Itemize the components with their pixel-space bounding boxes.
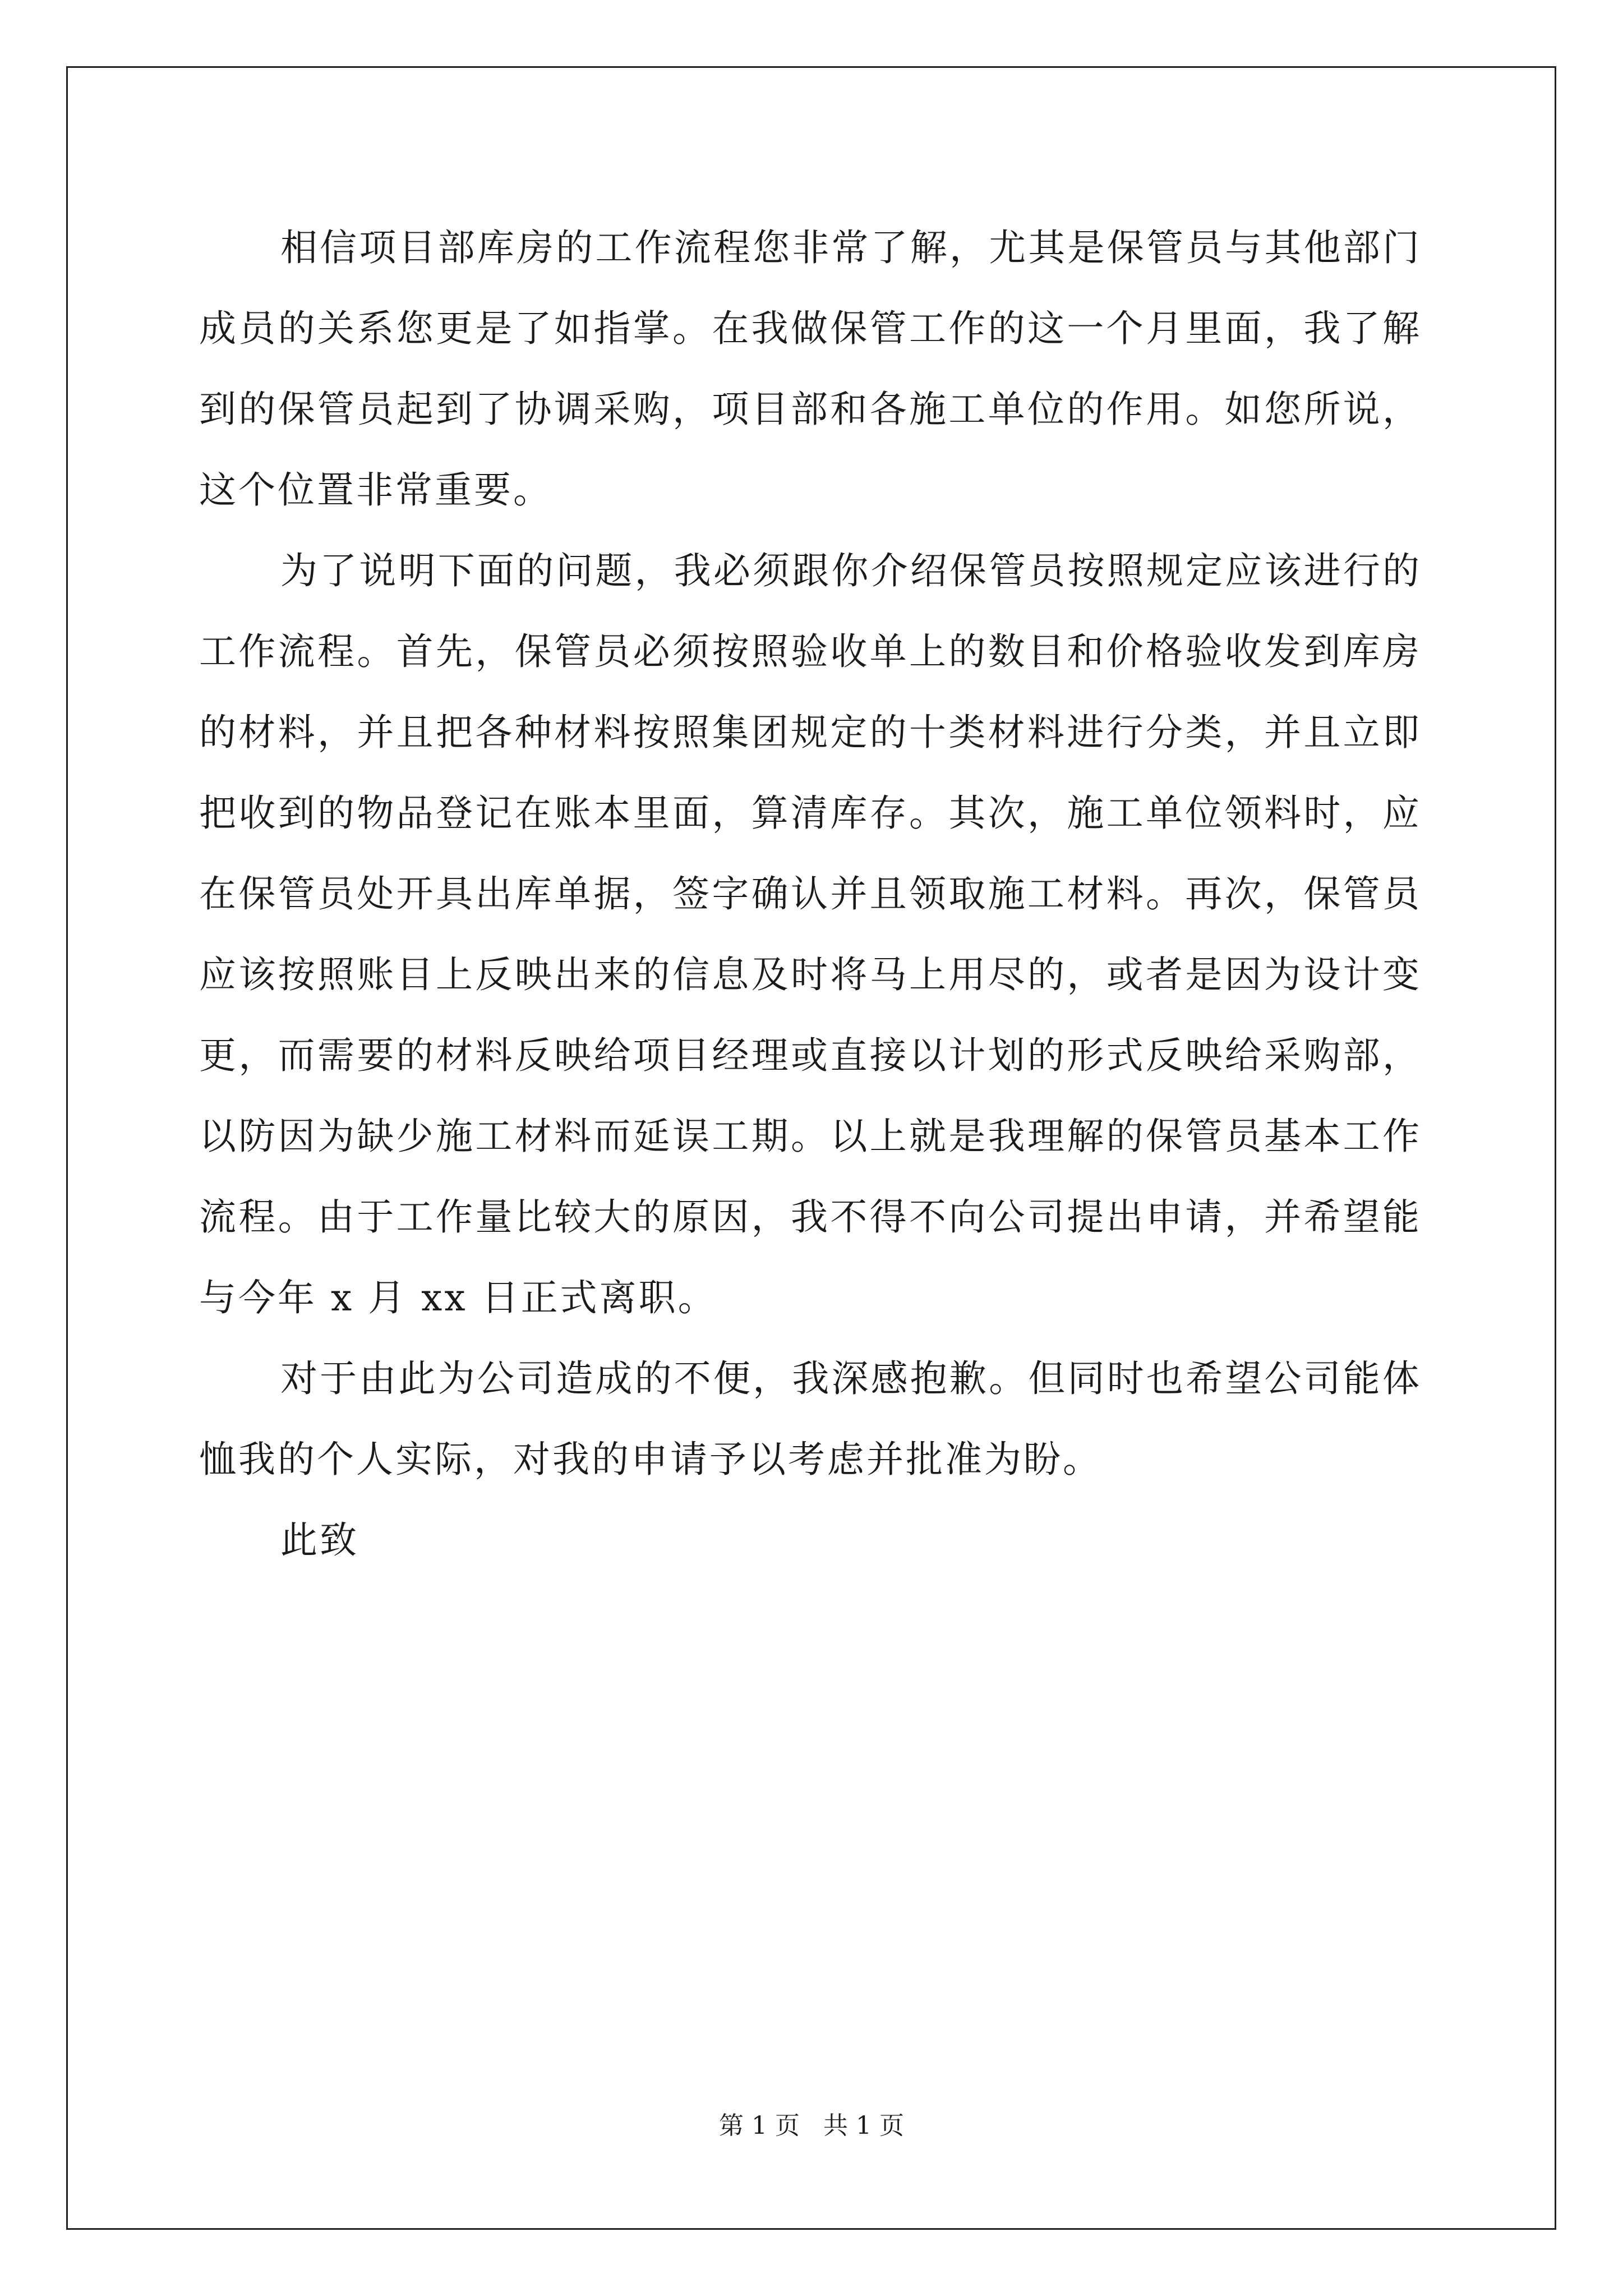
- paragraph-1: 相信项目部库房的工作流程您非常了解，尤其是保管员与其他部门成员的关系您更是了如指掌。在我做保管工作的这一个月里面，我了解到的保管员起到了协调采购，项目部和各施工单位的作用。如您所说，这个位置非常重要。: [199, 226, 1422, 512]
- page-number-footer: 第 1 页 共 1 页: [719, 2111, 904, 2140]
- paragraph-3: 对于由此为公司造成的不便，我深感抱歉。但同时也希望公司能体恤我的个人实际，对我的申请予以考虑并批准为盼。: [199, 1357, 1422, 1481]
- paragraph-2: 为了说明下面的问题，我必须跟你介绍保管员按照规定应该进行的工作流程。首先，保管员必须按照验收单上的数目和价格验收发到库房的材料，并且把各种材料按照集团规定的十类材料进行分类，并且立即把收到的物品登记在账本里面，算清库存。其次，施工单位领料时，应在保管员处开具出库单据，签字确认并且领取施工材料。再次，保管员应该按照账目上反映出来的信息及时将马上用尽的，或者是因为设计变更，而需要的材料反映给项目经理或直接以计划的形式反映给采购部，以防因为缺少施工材料而延误工期。以上就是我理解的保管员基本工作流程。由于工作量比较大的原因，我不得不向公司提出申请，并希望能与今年 x 月 xx 日正式离职。: [199, 549, 1422, 1319]
- document-body: [199, 208, 1422, 1581]
- closing-salutation: 此致: [280, 1519, 359, 1562]
